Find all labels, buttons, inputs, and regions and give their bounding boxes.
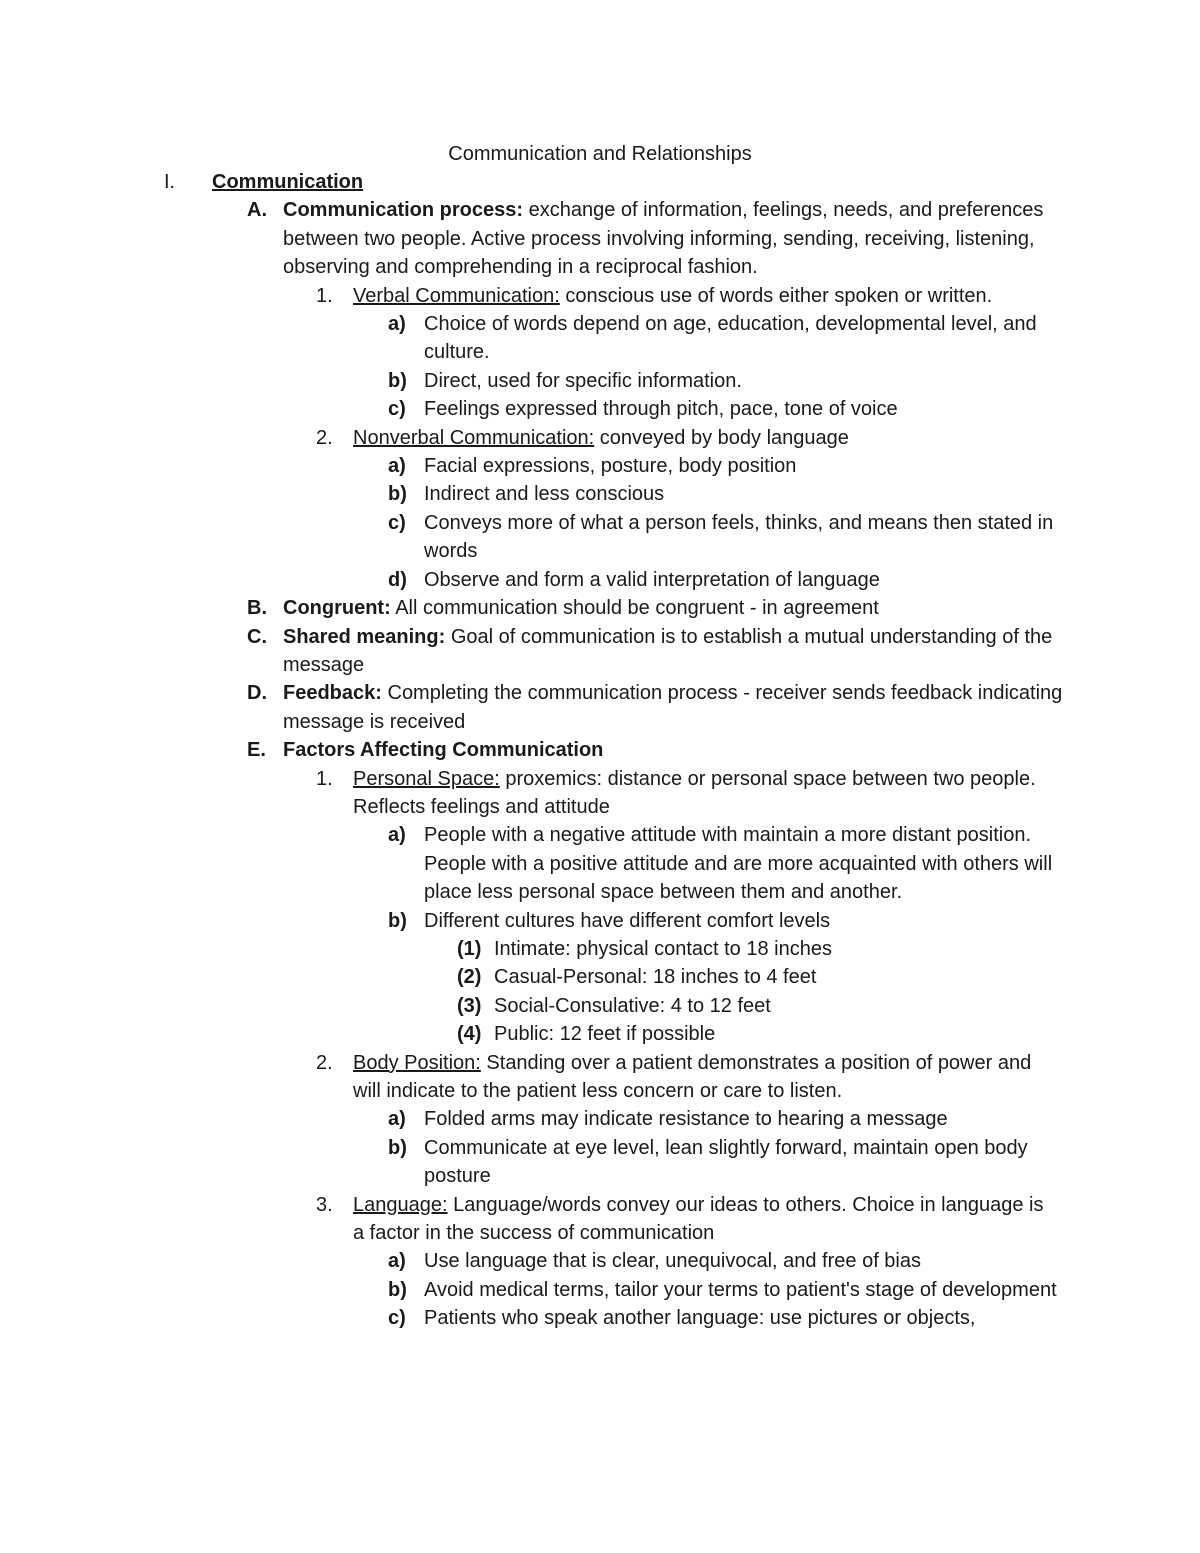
outline-text: [494, 992, 1054, 1020]
outline-item: [0, 480, 1200, 508]
outline-item: [0, 509, 1200, 566]
outline-text: [494, 935, 1054, 963]
outline-text: [424, 509, 1064, 566]
outline-text: [283, 196, 1063, 281]
outline-body: Intimate: physical contact to 18 inches: [494, 937, 832, 960]
outline-text: [424, 1276, 1064, 1304]
outline-body: conscious use of words either spoken or written.: [559, 284, 993, 307]
outline-item: [0, 623, 1200, 680]
outline-text: [424, 310, 1064, 367]
outline-marker: a): [388, 1108, 406, 1131]
outline-marker: b): [388, 369, 407, 392]
outline-marker: b): [388, 909, 407, 932]
outline-term: Nonverbal Communication:: [353, 426, 595, 449]
outline-term: Communication: [212, 171, 364, 193]
outline-text: [212, 168, 1052, 196]
outline-item: [0, 679, 1200, 736]
outline-item: [0, 1304, 1200, 1332]
outline-body: Indirect and less conscious: [424, 483, 665, 506]
outline-body: Conveys more of what a person feels, thinks, and means then stated in words: [424, 511, 1054, 563]
outline-body: Standing over a patient demonstrates a position of power and will indicate to the patient less concern or care to listen.: [353, 1051, 1032, 1102]
outline-item: [0, 907, 1200, 935]
outline-text: [283, 623, 1063, 680]
outline-text: [424, 566, 1064, 594]
outline-item: [0, 1191, 1200, 1248]
outline-marker: c): [388, 1307, 406, 1330]
outline-marker: 3.: [316, 1193, 333, 1216]
outline-body: proxemics: distance or personal space between two people. Reflects feelings and attitude: [353, 767, 1036, 818]
outline-text: [424, 480, 1064, 508]
outline-item: [0, 736, 1200, 764]
outline-body: Choice of words depend on age, education, developmental level, and culture.: [424, 313, 1037, 364]
outline-item: [0, 1134, 1200, 1191]
outline-marker: 2.: [316, 1051, 333, 1074]
outline-body: Different cultures have different comfort levels: [424, 909, 831, 932]
outline-marker: 2.: [316, 426, 333, 449]
outline-marker: a): [388, 313, 406, 336]
outline-marker: d): [388, 568, 407, 591]
outline-item: [0, 935, 1200, 963]
outline-text: [494, 963, 1054, 991]
outline-marker: D.: [247, 682, 267, 705]
outline-item: [0, 452, 1200, 480]
outline-marker: I.: [164, 171, 176, 193]
outline-text: [283, 736, 1063, 764]
outline-text: [283, 679, 1063, 736]
outline-item: [0, 196, 1200, 281]
outline-text: [424, 821, 1064, 906]
outline-item: [0, 367, 1200, 395]
outline-item: [0, 395, 1200, 423]
outline-text: [424, 1304, 1064, 1332]
outline-term: Language:: [353, 1193, 448, 1216]
outline-marker: c): [388, 398, 406, 421]
outline-item: [0, 424, 1200, 452]
outline-text: [494, 1020, 1054, 1048]
outline-item: [0, 963, 1200, 991]
outline-body: Public: 12 feet if possible: [494, 1023, 716, 1046]
outline-marker: (4): [457, 1023, 482, 1046]
outline-body: Casual-Personal: 18 inches to 4 feet: [494, 966, 817, 989]
outline-text: [283, 594, 1063, 622]
outline-text: [424, 395, 1064, 423]
outline-term: Shared meaning:: [283, 625, 446, 648]
outline-text: [424, 452, 1064, 480]
outline-marker: 1.: [316, 767, 333, 790]
outline-item: [0, 821, 1200, 906]
outline-body: Feelings expressed through pitch, pace, tone of voice: [424, 398, 898, 421]
outline-item: [0, 168, 1200, 196]
outline-item: [0, 765, 1200, 822]
outline-body: Language/words convey our ideas to others. Choice in language is a factor in the success of communication: [353, 1193, 1044, 1245]
outline-text: [424, 1134, 1064, 1191]
outline-body: conveyed by body language: [594, 426, 849, 449]
outline-body: exchange of information, feelings, needs, and preferences between two people. Active process involving informing, sending, receiving, listening, observing and comprehending in a reciprocal fashion.: [283, 199, 1044, 279]
outline-body: People with a negative attitude with maintain a more distant position. People with a positive attitude and are more acquainted with others will place less personal space between them and another.: [424, 824, 1053, 904]
outline-text: [353, 1191, 1053, 1248]
outline-item: [0, 282, 1200, 310]
outline-marker: (2): [457, 966, 482, 989]
outline-marker: 1.: [316, 284, 333, 307]
outline-term: Personal Space:: [353, 767, 500, 790]
outline-body: Goal of communication is to establish a mutual understanding of the message: [283, 625, 1053, 676]
outline-body: Completing the communication process - receiver sends feedback indicating message is received: [283, 682, 1063, 733]
outline-text: [353, 1049, 1053, 1106]
outline-text: [424, 1105, 1064, 1133]
outline-text: [424, 907, 1064, 935]
outline-marker: b): [388, 1136, 407, 1159]
document-title: Communication and Relationships: [448, 143, 752, 165]
outline-item: [0, 310, 1200, 367]
outline-text: [424, 367, 1064, 395]
outline-marker: a): [388, 1250, 406, 1273]
outline-body: Social-Consulative: 4 to 12 feet: [494, 994, 771, 1017]
outline-term: Verbal Communication:: [353, 284, 560, 307]
outline-body: Avoid medical terms, tailor your terms to patient's stage of development: [424, 1278, 1057, 1301]
outline-text: [353, 765, 1053, 822]
outline-marker: B.: [247, 597, 267, 620]
outline-term: Body Position:: [353, 1051, 481, 1074]
outline-item: [0, 566, 1200, 594]
outline-body: Use language that is clear, unequivocal, and free of bias: [424, 1250, 921, 1273]
outline-body: Folded arms may indicate resistance to hearing a message: [424, 1108, 948, 1131]
outline-list: [0, 168, 1200, 1333]
outline-term: Communication process:: [283, 199, 524, 222]
outline-term: Feedback:: [283, 682, 382, 705]
outline-marker: (3): [457, 994, 482, 1017]
outline-item: [0, 1049, 1200, 1106]
outline-body: Observe and form a valid interpretation of language: [424, 568, 880, 591]
outline-marker: a): [388, 455, 406, 478]
outline-text: [424, 1247, 1064, 1275]
outline-marker: b): [388, 483, 407, 506]
outline-marker: E.: [247, 739, 266, 762]
outline-item: [0, 1247, 1200, 1275]
outline-marker: b): [388, 1278, 407, 1301]
outline-body: Direct, used for specific information.: [424, 369, 742, 392]
outline-text: [353, 282, 1053, 310]
outline-body: Facial expressions, posture, body position: [424, 455, 797, 478]
outline-term: Congruent:: [283, 597, 391, 620]
outline-item: [0, 594, 1200, 622]
outline-marker: A.: [247, 199, 267, 222]
outline-term: Factors Affecting Communication: [283, 739, 604, 762]
outline-marker: a): [388, 824, 406, 847]
outline-item: [0, 992, 1200, 1020]
outline-body: All communication should be congruent - in agreement: [390, 597, 879, 620]
outline-text: [353, 424, 1053, 452]
outline-marker: c): [388, 511, 406, 534]
outline-body: Patients who speak another language: use pictures or objects,: [424, 1307, 976, 1330]
outline-marker: C.: [247, 625, 267, 648]
outline-item: [0, 1020, 1200, 1048]
outline-body: Communicate at eye level, lean slightly forward, maintain open body posture: [424, 1136, 1028, 1188]
outline-item: [0, 1276, 1200, 1304]
outline-marker: (1): [457, 937, 482, 960]
outline-item: [0, 1105, 1200, 1133]
